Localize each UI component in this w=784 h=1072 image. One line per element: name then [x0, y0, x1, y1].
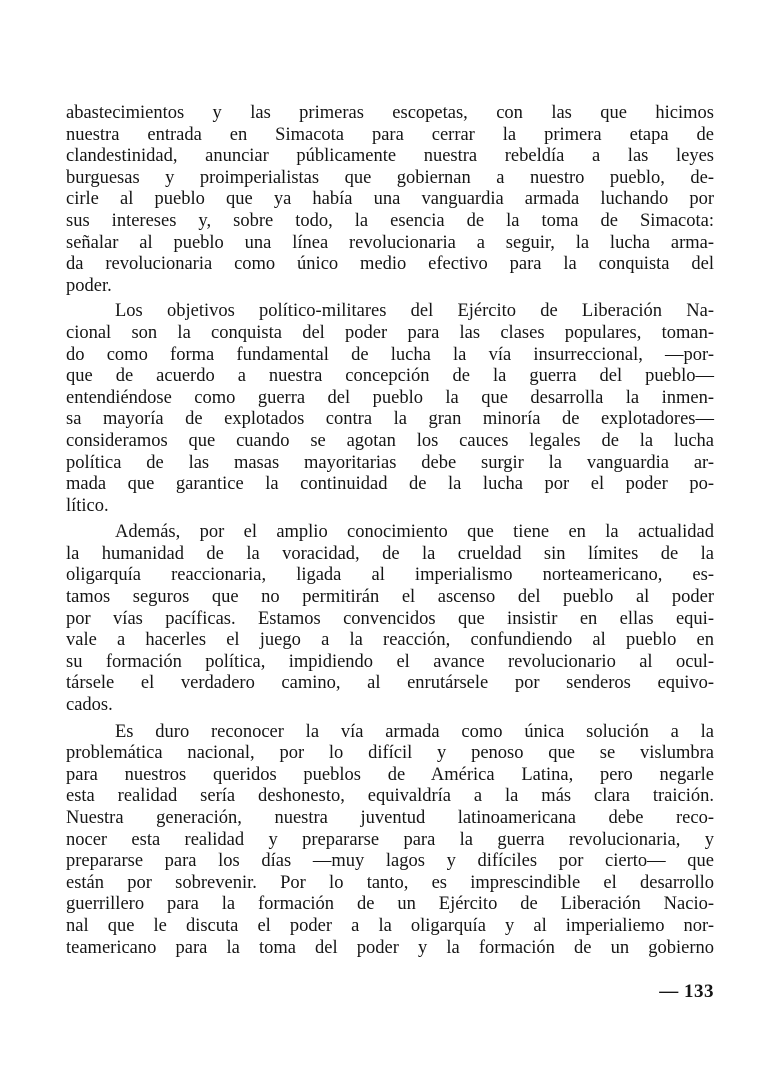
text-line: Nuestra generación, nuestra juventud latinoamericana debe reco-: [66, 808, 714, 828]
paragraph-4: [66, 722, 714, 960]
text-line: társele el verdadero camino, al enrutársele por senderos equivo-: [66, 673, 714, 694]
text-line: para nuestros queridos pueblos de América Latina, pero negarle: [66, 764, 714, 785]
text-line: están por sobrevenir. Por lo tanto, es imprescindible el desarrollo: [66, 872, 714, 893]
text-line: mada que garantice la continuidad de la lucha por el poder po-: [66, 474, 714, 495]
text-line: burguesas y proimperialistas que gobiernan a nuestro pueblo, de-: [66, 167, 714, 188]
page-number: — 133: [659, 981, 714, 1002]
text-line: cirle al pueblo que ya había una vanguardia armada luchando por: [66, 189, 714, 210]
text-line: abastecimientos y las primeras escopetas, con las que hicimos: [66, 103, 714, 123]
text-line: Es duro reconocer la vía armada como única solución a la: [115, 721, 714, 742]
text-line: nocer esta realidad y prepararse para la guerra revolucionaria, y: [66, 829, 714, 850]
text-line: Además, por el amplio conocimiento que tiene en la actualidad: [115, 522, 714, 543]
text-line: guerrillero para la formación de un Ejército de Liberación Nacio-: [66, 894, 714, 915]
text-line: do como forma fundamental de lucha la vía insurreccional, —por-: [66, 344, 714, 365]
text-line: sa mayoría de explotados contra la gran minoría de explotadores—: [66, 409, 714, 430]
text-line: política de las masas mayoritarias debe surgir la vanguardia ar-: [66, 452, 714, 473]
paragraph-1: [66, 103, 714, 297]
paragraph-2: [66, 301, 714, 517]
text-line: nal que le discuta el poder a la oligarquía y al imperialiemo nor-: [66, 915, 714, 936]
text-line: sus intereses y, sobre todo, la esencia de la toma de Simacota:: [66, 210, 714, 231]
paragraph-3: [66, 522, 714, 716]
text-line: consideramos que cuando se agotan los cauces legales de la lucha: [66, 430, 714, 451]
text-line: prepararse para los días —muy lagos y difíciles por cierto— que: [66, 851, 714, 872]
text-line: que de acuerdo a nuestra concepción de la guerra del pueblo—: [66, 366, 714, 387]
text-line: nuestra entrada en Simacota para cerrar la primera etapa de: [66, 124, 714, 145]
text-line: señalar al pueblo una línea revolucionaria a seguir, la lucha arma-: [66, 232, 714, 253]
text-line: poder.: [66, 275, 112, 296]
text-line: cional son la conquista del poder para las clases populares, toman-: [66, 322, 714, 343]
text-line: esta realidad sería deshonesto, equivaldría a la más clara traición.: [66, 786, 714, 807]
text-line: problemática nacional, por lo difícil y penoso que se vislumbra: [66, 743, 714, 764]
text-line: su formación política, impidiendo el avance revolucionario al ocul-: [66, 651, 714, 672]
text-line: Los objetivos político-militares del Ejército de Liberación Na-: [115, 301, 714, 322]
text-line: teamericano para la toma del poder y la formación de un gobierno: [66, 937, 714, 958]
text-line: cados.: [66, 695, 113, 716]
text-line: oligarquía reaccionaria, ligada al imperialismo norteamericano, es-: [66, 565, 714, 586]
text-line: entendiéndose como guerra del pueblo la que desarrolla la inmen-: [66, 387, 714, 408]
text-line: da revolucionaria como único medio efectivo para la conquista del: [66, 254, 714, 275]
text-line: lítico.: [66, 495, 109, 516]
text-line: por vías pacíficas. Estamos convencidos que insistir en ellas equi-: [66, 608, 714, 629]
text-line: la humanidad de la voracidad, de la crueldad sin límites de la: [66, 543, 714, 564]
text-line: vale a hacerles el juego a la reacción, confundiendo al pueblo en: [66, 630, 714, 651]
text-line: clandestinidad, anunciar públicamente nuestra rebeldía a las leyes: [66, 146, 714, 167]
text-line: tamos seguros que no permitirán el ascenso del pueblo al poder: [66, 587, 714, 608]
page-body: [66, 103, 714, 959]
